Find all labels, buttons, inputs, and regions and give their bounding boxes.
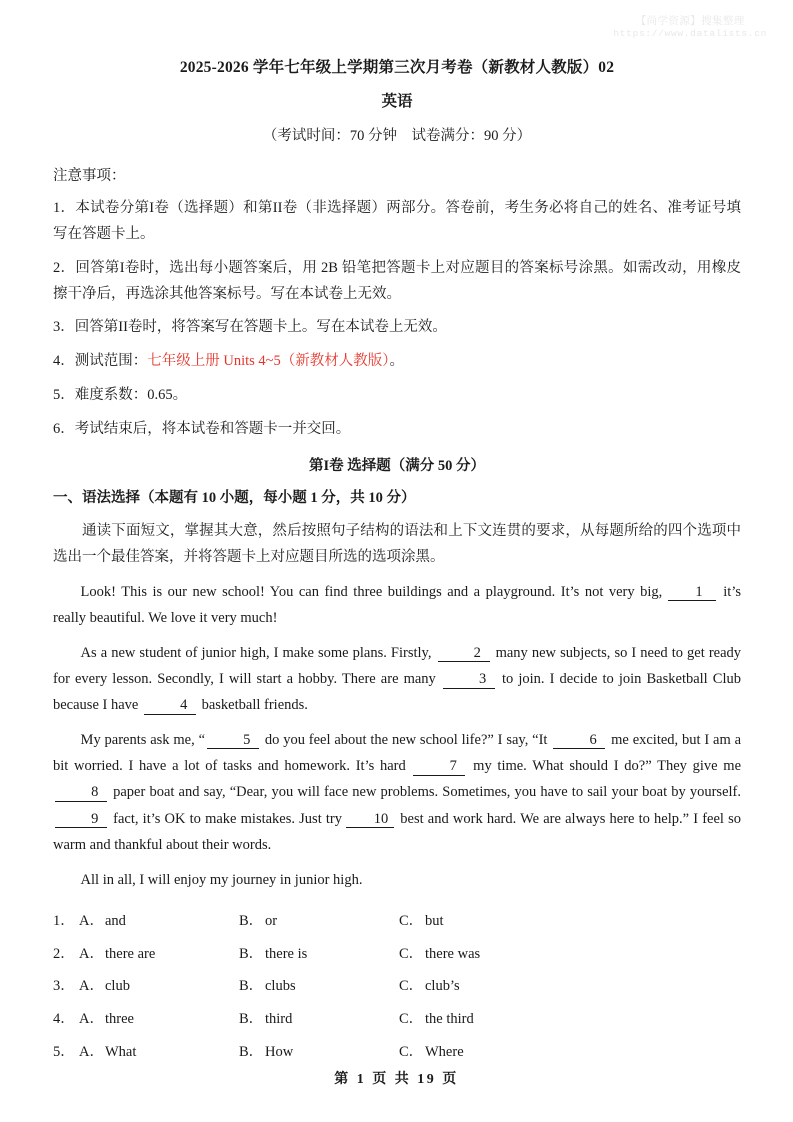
option-text: third	[265, 1011, 293, 1028]
notice-item-5: 5．难度系数：0.65。	[53, 386, 188, 403]
passage-text: my time. What should I do?” They give me	[473, 758, 742, 775]
notice-item-4-prefix: 4．测试范围：	[53, 353, 148, 370]
notice-item-2: 2．回答第I卷时，选出每小题答案后，用 2B 铅笔把答题卡上对应题目的答案标号涂黑。如需改动，用橡皮擦干净后，再选涂其他答案标号。写在本试卷上无效。	[53, 259, 741, 302]
option-b[interactable]	[239, 944, 399, 966]
option-letter: C．	[399, 1043, 424, 1060]
cloze-blank-6: 6	[553, 732, 605, 750]
option-a[interactable]	[79, 944, 239, 966]
option-a[interactable]	[79, 976, 239, 998]
option-a[interactable]	[79, 1009, 239, 1031]
notice-item-6: 6．考试结束后，将本试卷和答题卡一并交回。	[53, 420, 351, 437]
notice-item-4-suffix: 。	[389, 353, 405, 370]
cloze-blank-3: 3	[443, 671, 495, 689]
passage-text: basketball friends.	[201, 697, 308, 714]
subject-title: 英语	[381, 92, 413, 110]
option-text: there was	[425, 945, 481, 962]
question-row-3	[53, 965, 741, 998]
option-letter: C．	[399, 1011, 424, 1028]
passage-paragraph-2	[53, 632, 741, 719]
option-c[interactable]	[399, 944, 619, 966]
part-one-title: 第I卷 选择题（满分 50 分）	[308, 457, 486, 474]
cloze-blank-10: 10	[346, 811, 394, 829]
option-text: Where	[425, 1043, 464, 1060]
question-number: 2．	[53, 945, 75, 962]
question-row-5	[53, 1031, 741, 1064]
option-text: there is	[265, 945, 308, 962]
option-c[interactable]	[399, 1009, 619, 1031]
option-text: there are	[105, 945, 156, 962]
section-one-title: 一、语法选择（本题有 10 小题，每小题 1 分，共 10 分）	[53, 490, 416, 507]
passage-text: me excited, but I am a bit worried. I have a lot of tasks and homework. It’s hard	[53, 731, 742, 775]
cloze-blank-9: 9	[55, 811, 107, 829]
option-text: but	[425, 912, 444, 929]
option-text: How	[265, 1043, 294, 1060]
watermark-source-label: 【尚学资源】搜集整理	[635, 15, 745, 27]
passage-text: many new subjects, so I need to get ready for every lesson. Secondly, I will start a hobby. There are many	[53, 644, 742, 687]
notice-item-1: 1．本试卷分第I卷（选择题）和第II卷（非选择题）两部分。答卷前，考生务必将自己的姓名、准考证号填写在答题卡上。	[53, 200, 741, 242]
question-options-list	[53, 893, 741, 1064]
question-number: 1．	[53, 912, 75, 929]
option-letter: C．	[399, 978, 424, 995]
cloze-blank-7: 7	[413, 758, 465, 776]
option-letter: C．	[399, 945, 424, 962]
option-letter: B．	[239, 945, 264, 962]
passage-text: My parents ask me, “	[80, 731, 206, 748]
notice-item-3: 3．回答第II卷时，将答案写在答题卡上。写在本试卷上无效。	[53, 319, 447, 336]
passage-text: paper boat and say, “Dear, you will face new problems. Sometimes, you have to sail your boat by yourself.	[113, 784, 741, 801]
passage-paragraph-4: All in all, I will enjoy my journey in junior high.	[80, 871, 363, 888]
option-letter: B．	[239, 1043, 264, 1060]
option-text: and	[105, 912, 126, 929]
option-b[interactable]	[239, 1042, 399, 1064]
passage-text: it’s really beautiful. We love it very much!	[53, 583, 741, 627]
passage-text: fact, it’s OK to make mistakes. Just try	[113, 810, 342, 827]
exam-meta: （考试时间：70 分钟 试卷满分：90 分）	[262, 127, 532, 144]
option-letter: A．	[79, 945, 104, 962]
option-letter: A．	[79, 1043, 104, 1060]
option-c[interactable]	[399, 1042, 619, 1064]
cloze-blank-2: 2	[438, 645, 490, 663]
option-letter: B．	[239, 1011, 264, 1028]
option-text: What	[105, 1043, 137, 1060]
option-c[interactable]	[399, 911, 619, 933]
cloze-blank-8: 8	[55, 784, 107, 802]
passage-paragraph-1	[53, 571, 741, 632]
option-letter: A．	[79, 1011, 104, 1028]
passage-text: best and work hard. We are always here to help.” I feel so warm and thankful about their words.	[53, 810, 741, 854]
document-content	[53, 0, 741, 1064]
option-letter: B．	[239, 978, 264, 995]
option-a[interactable]	[79, 1042, 239, 1064]
passage-text: Look! This is our new school! You can find three buildings and a playground. It’s not very big,	[80, 583, 663, 600]
passage-paragraph-3	[53, 719, 741, 859]
option-letter: C．	[399, 912, 424, 929]
notice-heading: 注意事项：	[53, 168, 126, 185]
page-title: 2025-2026 学年七年级上学期第三次月考卷（新教材人教版）02	[179, 59, 615, 76]
test-scope-range: 七年级上册 Units 4~5（新教材人教版）	[147, 353, 390, 370]
option-letter: B．	[239, 912, 264, 929]
passage-text: do you feel about the new school life?” I say, “It	[264, 731, 548, 748]
question-number: 3．	[53, 978, 75, 995]
cloze-blank-1: 1	[668, 584, 716, 602]
notice-item-4	[53, 341, 741, 375]
option-text: the third	[425, 1011, 474, 1028]
option-text: three	[105, 1011, 134, 1028]
watermark-url: https://www.datalists.cn	[613, 28, 767, 40]
option-letter: A．	[79, 912, 104, 929]
option-text: club’s	[425, 978, 460, 995]
passage-text: As a new student of junior high, I make some plans. Firstly,	[80, 644, 432, 661]
option-text: club	[105, 978, 130, 995]
option-b[interactable]	[239, 1009, 399, 1031]
option-b[interactable]	[239, 976, 399, 998]
cloze-blank-5: 5	[207, 732, 259, 750]
question-number: 5．	[53, 1043, 75, 1060]
option-letter: A．	[79, 978, 104, 995]
page-footer: 第 1 页 共 19 页	[334, 1072, 459, 1087]
question-row-2	[53, 933, 741, 966]
option-text: or	[265, 912, 278, 929]
question-row-1	[53, 900, 741, 933]
section-one-instruction: 通读下面短文，掌握其大意，然后按照句子结构的语法和上下文连贯的要求，从每题所给的四个选项中选出一个最佳答案，并将答题卡上对应题目所选的选项涂黑。	[53, 523, 741, 566]
question-number: 4．	[53, 1011, 75, 1028]
cloze-blank-4: 4	[144, 697, 196, 715]
passage-text: to join. I decide to join Basketball Club because I have	[53, 670, 742, 714]
option-a[interactable]	[79, 911, 239, 933]
option-b[interactable]	[239, 911, 399, 933]
question-row-4	[53, 998, 741, 1031]
option-text: clubs	[265, 978, 296, 995]
option-c[interactable]	[399, 976, 619, 998]
